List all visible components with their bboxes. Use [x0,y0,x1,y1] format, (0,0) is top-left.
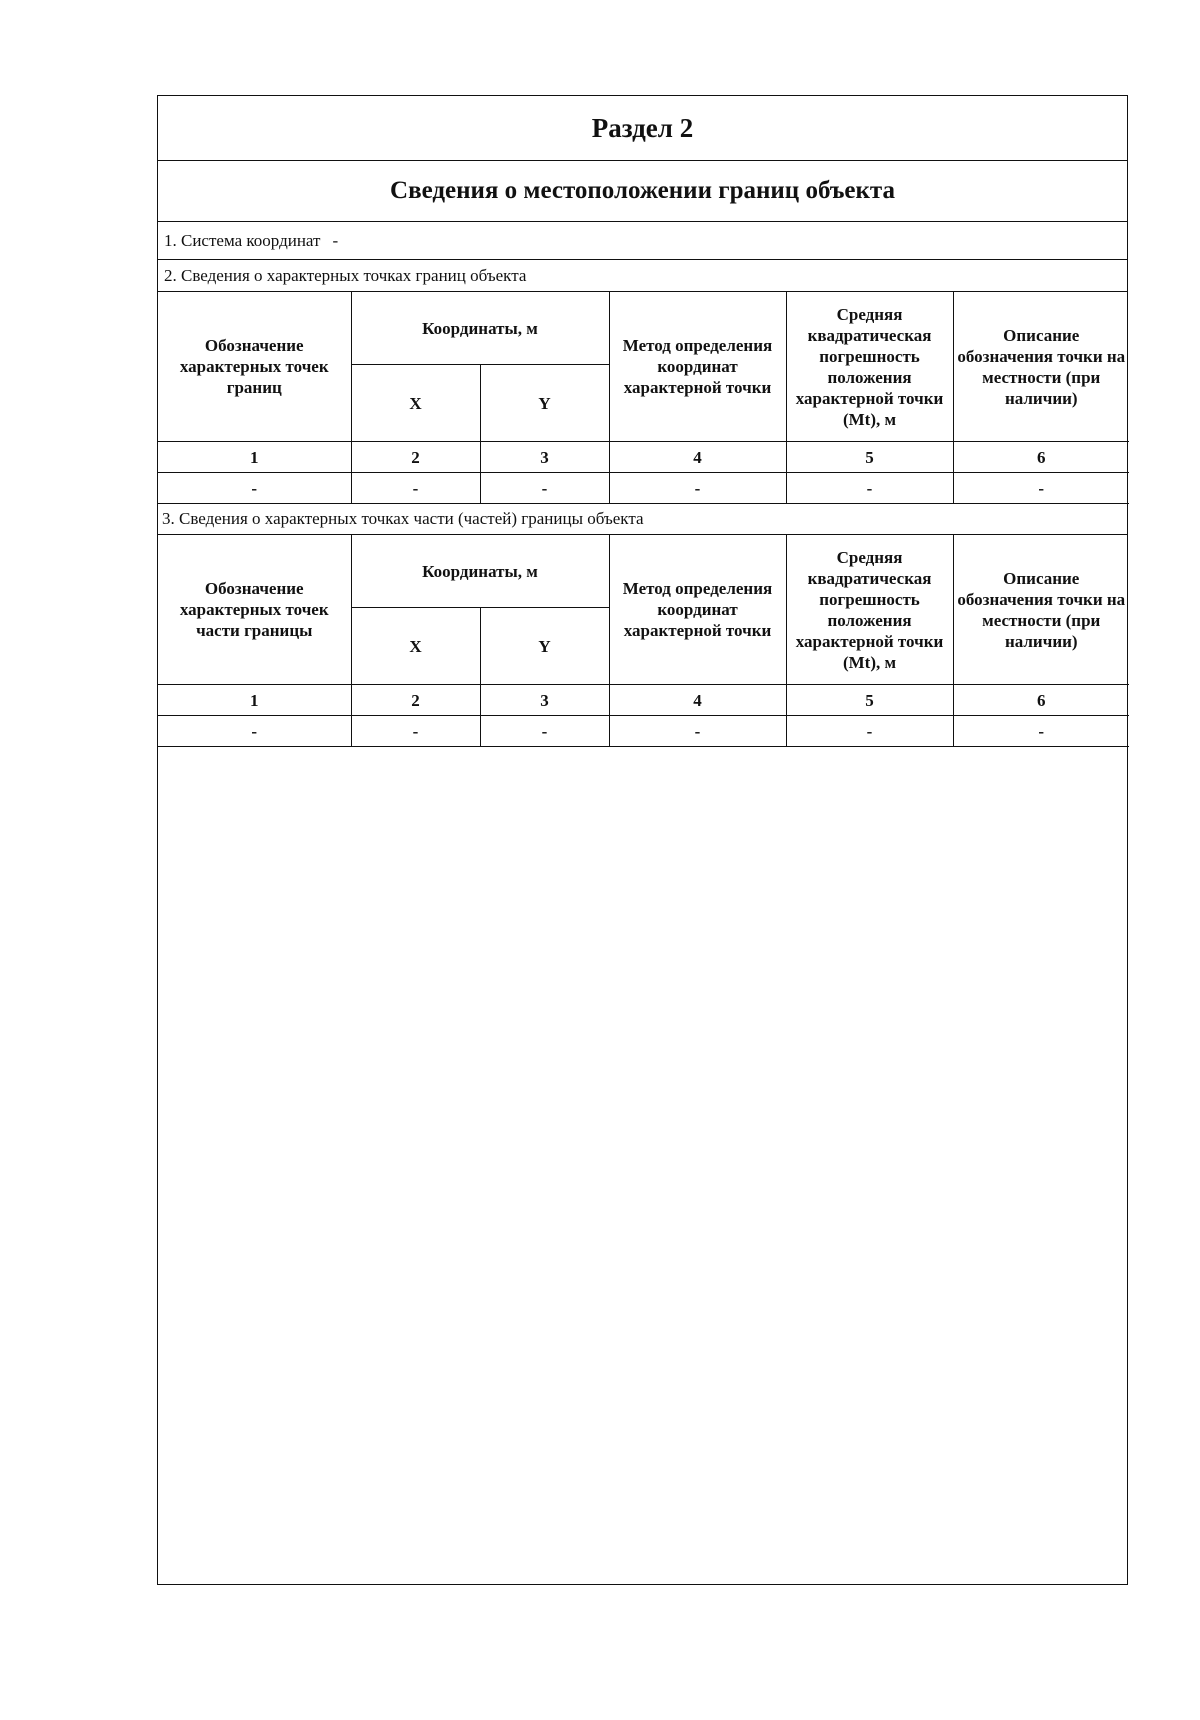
s2-value-cell: - [158,473,351,504]
s2-number-row [158,442,1129,473]
s3-num-cell: 2 [351,685,480,716]
s3-header-x: X [351,608,480,685]
s2-value-cell: - [609,473,786,504]
s3-value-cell: - [953,716,1129,747]
s2-header-coords: Координаты, м [351,292,609,365]
section3-label: 3. Сведения о характерных точках части (частей) границы объекта [158,504,1127,535]
s2-num-cell: 5 [786,442,953,473]
s3-value-cell: - [480,716,609,747]
s3-num-cell: 4 [609,685,786,716]
s2-value-cell: - [786,473,953,504]
s2-num-cell: 6 [953,442,1129,473]
s2-value-cell: - [480,473,609,504]
s3-header-method: Метод определения координат характерной точки [609,535,786,685]
s2-num-cell: 2 [351,442,480,473]
s3-num-cell: 1 [158,685,351,716]
section-subtitle: Сведения о местоположении границ объекта [158,161,1127,222]
s2-value-cell: - [953,473,1129,504]
section-title: Раздел 2 [158,96,1127,161]
s3-value-cell: - [609,716,786,747]
s3-header-error: Средняя квадратическая погрешность положения характерной точки (Mt), м [786,535,953,685]
section3-table [158,535,1129,747]
s2-header-y: Y [480,365,609,442]
s3-value-row [158,716,1129,747]
s2-num-cell: 4 [609,442,786,473]
s2-num-cell: 3 [480,442,609,473]
s2-value-cell: - [351,473,480,504]
document-frame [157,95,1128,1585]
s2-header-description: Описание обозначения точки на местности (при наличии) [953,292,1129,442]
s3-header-coords: Координаты, м [351,535,609,608]
s3-header-description: Описание обозначения точки на местности (при наличии) [953,535,1129,685]
s3-num-cell: 5 [786,685,953,716]
s3-num-cell: 3 [480,685,609,716]
coord-system-value: - [332,230,339,250]
s3-num-cell: 6 [953,685,1129,716]
s3-value-cell: - [158,716,351,747]
section2-label: 2. Сведения о характерных точках границ объекта [158,260,1127,292]
s3-header-designation: Обозначение характерных точек части границы [158,535,351,685]
s2-header-method: Метод определения координат характерной точки [609,292,786,442]
s2-header-error: Средняя квадратическая погрешность положения характерной точки (Mt), м [786,292,953,442]
coord-system-label: 1. Система координат [164,230,321,250]
s3-header-y: Y [480,608,609,685]
s3-value-cell: - [786,716,953,747]
coord-system-row [158,222,1127,260]
s2-header-designation: Обозначение характерных точек границ [158,292,351,442]
s2-num-cell: 1 [158,442,351,473]
section2-table [158,292,1129,504]
s3-value-cell: - [351,716,480,747]
s2-header-x: X [351,365,480,442]
s2-value-row [158,473,1129,504]
s3-number-row [158,685,1129,716]
